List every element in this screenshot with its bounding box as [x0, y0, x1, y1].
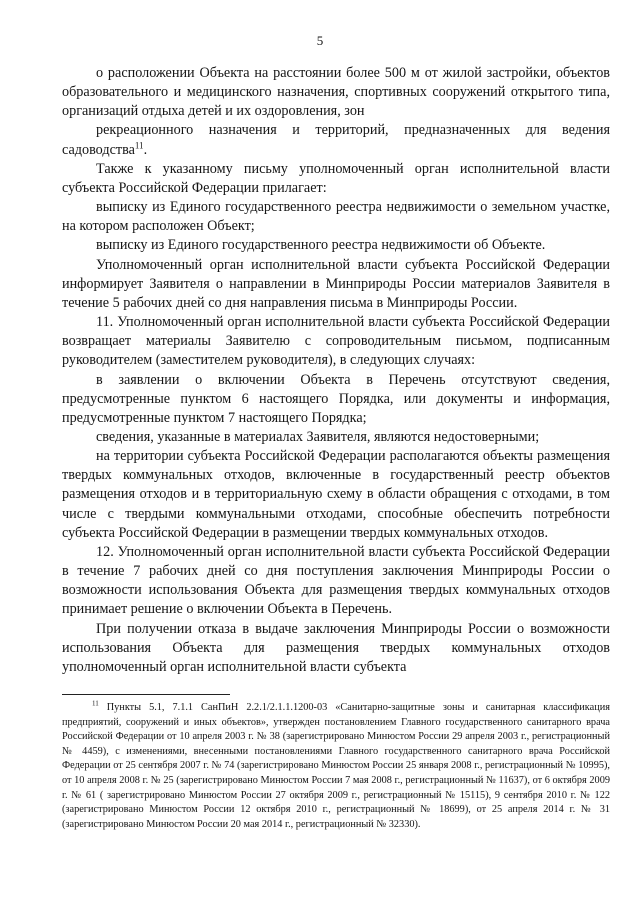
paragraph: Уполномоченный орган исполнительной власти субъекта Российской Федерации информирует Заявителя о направлении в Минприроды России материалов Заявителя в течение 5 рабочих дней со дня направления письма в Минприроды России.: [62, 256, 610, 311]
paragraph: в заявлении о включении Объекта в Перечень отсутствуют сведения, предусмотренные пунктом 6 настоящего Порядка, или документы и информация, предусмотренные пунктом 7 настоящего Порядка;: [62, 371, 610, 426]
footnote-reference[interactable]: 11: [134, 139, 144, 150]
document-body: [62, 64, 610, 677]
footnotes: [62, 701, 610, 832]
footnote-text: Пункты 5.1, 7.1.1 СанПиН 2.2.1/2.1.1.1200-03 «Санитарно-защитные зоны и санитарная классификация предприятий, сооружений и иных объектов», утвержден постановлением Главного государственного санитарного врача Российской Федерации от 10 апреля 2003 г. № 38 (зарегистрировано Минюстом России 29 апреля 2003 г., регистрационный № 4459), с изменениями, внесенными постановлениями Главного государственного санитарного врача Российской Федерации от 25 сентября 2007 г. № 74 (зарегистрировано Минюстом России 25 января 2008 г., регистрационный № 10995), от 10 апреля 2008 г. № 25 (зарегистрировано Минюстом России 7 мая 2008 г., регистрационный № 11637), от 6 октября 2009 г. № 61 ( зарегистрировано Минюстом России 27 октября 2009 г., регистрационный № 15115), 9 сентября 2010 г. № 122 (зарегистрировано Минюстом России 12 октября 2010 г., регистрационный № 18699), от 25 апреля 2014 г. № 31 (зарегистрировано Минюстом России 20 мая 2014 г., регистрационный № 32330).: [62, 702, 610, 830]
paragraph: о расположении Объекта на расстоянии более 500 м от жилой застройки, объектов образовательного и медицинского назначения, спортивных сооружений открытого типа, организаций отдыха детей и их оздоровления, зон: [62, 65, 610, 120]
paragraph: на территории субъекта Российской Федерации располагаются объекты размещения твердых коммунальных отходов, включенные в государственный реестр объектов размещения отходов и в территориальную схему в области обращения с отходами, в том числе с твердыми коммунальными отходами, способные обеспечить потребности субъекта Российской Федерации в размещении твердых коммунальных отходов.: [62, 448, 610, 541]
footnote-mark: 11: [92, 699, 99, 708]
paragraph: сведения, указанные в материалах Заявителя, являются недостоверными;: [96, 428, 540, 445]
paragraph: 11. Уполномоченный орган исполнительной власти субъекта Российской Федерации возвращает материалы Заявителю с сопроводительным письмом, подписанным руководителем (заместителем руководителя), в следующих случаях:: [62, 314, 610, 369]
paragraph: выписку из Единого государственного реестра недвижимости об Объекте.: [96, 237, 546, 254]
footnote: [62, 701, 610, 832]
paragraph: рекреационного назначения и территорий, предназначенных для ведения садоводства$^{11}$.: [62, 122, 610, 158]
paragraph: выписку из Единого государственного реестра недвижимости о земельном участке, на котором расположен Объект;: [62, 199, 610, 235]
paragraph: При получении отказа в выдаче заключения Минприроды России о возможности использования Объекта для размещения твердых коммунальных отходов уполномоченный орган исполнительной власти субъекта: [62, 620, 610, 675]
page-number: 5: [316, 33, 324, 48]
footnote-separator: [62, 694, 230, 695]
paragraph-text: рекреационного назначения и территорий, предназначенных для ведения садоводства: [62, 122, 610, 158]
paragraph: Также к указанному письму уполномоченный орган исполнительной власти субъекта Российской Федерации прилагает:: [62, 160, 610, 196]
paragraph: 12. Уполномоченный орган исполнительной власти субъекта Российской Федерации в течение 7 рабочих дней со дня поступления заключения Минприроды России о возможности использования Объекта для размещения твердых коммунальных отходов принимает решение о включении Объекта в Перечень.: [62, 543, 610, 618]
